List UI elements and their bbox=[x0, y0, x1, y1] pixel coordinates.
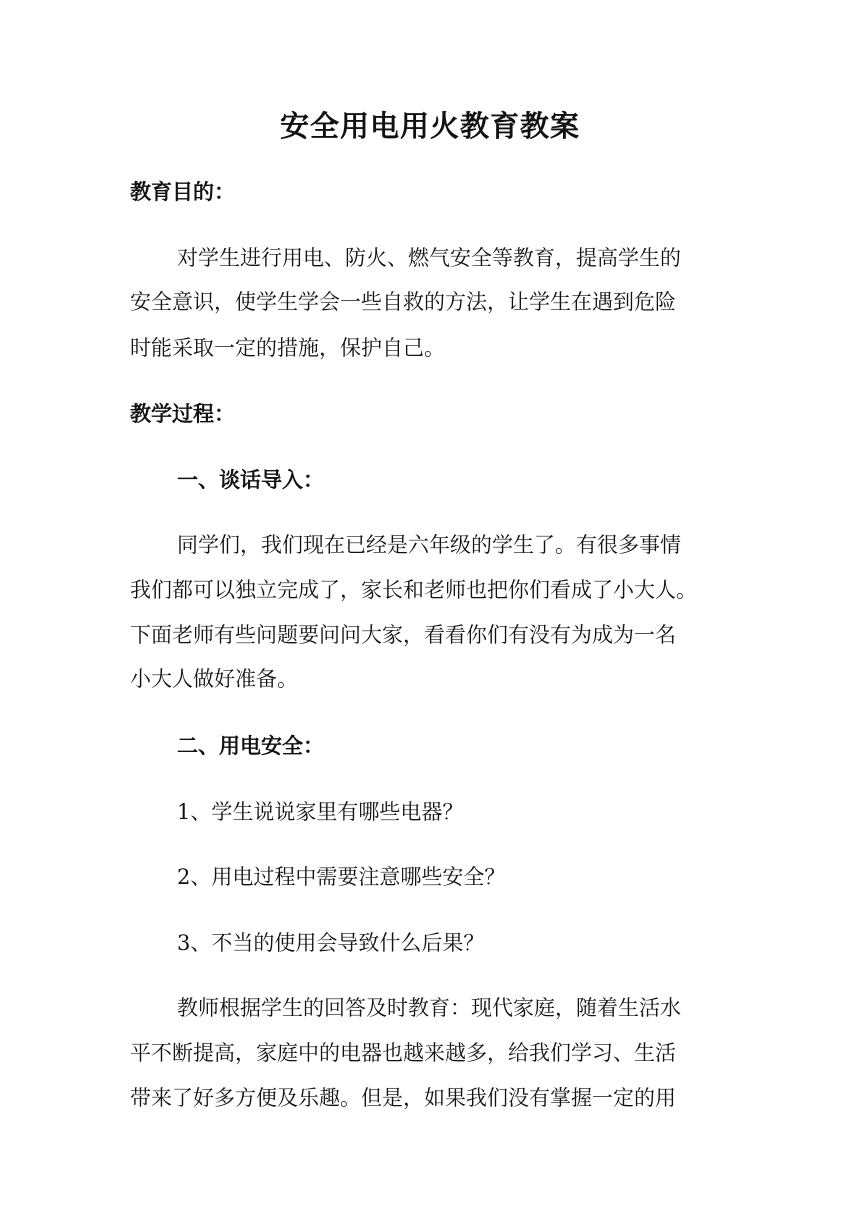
goal-paragraph-line: 安全意识，使学生学会一些自救的方法，让学生在遇到危险 bbox=[130, 290, 676, 314]
subsection-heading-intro: 一、谈话导入： bbox=[177, 467, 324, 492]
section-heading-goal: 教育目的： bbox=[130, 179, 235, 204]
intro-paragraph-line: 下面老师有些问题要问问大家，看看你们有没有为成为一名 bbox=[130, 623, 676, 647]
document-title: 安全用电用火教育教案 bbox=[279, 109, 580, 143]
section-heading-process: 教学过程： bbox=[130, 401, 235, 426]
teacher-paragraph-line: 平不断提高，家庭中的电器也越来越多，给我们学习、生活 bbox=[130, 1041, 676, 1065]
question-item: 1、学生说说家里有哪些电器？ bbox=[177, 800, 464, 824]
intro-paragraph-line: 同学们，我们现在已经是六年级的学生了。有很多事情 bbox=[177, 533, 681, 557]
goal-paragraph-line: 对学生进行用电、防火、燃气安全等教育，提高学生的 bbox=[177, 246, 681, 270]
subsection-heading-electricity: 二、用电安全： bbox=[177, 733, 324, 758]
question-item: 2、用电过程中需要注意哪些安全？ bbox=[177, 865, 506, 889]
question-item: 3、不当的使用会导致什么后果？ bbox=[177, 931, 485, 955]
teacher-paragraph-line: 带来了好多方便及乐趣。但是，如果我们没有掌握一定的用 bbox=[130, 1086, 676, 1110]
goal-paragraph-line: 时能采取一定的措施，保护自己。 bbox=[130, 336, 445, 360]
intro-paragraph-line: 小大人做好准备。 bbox=[130, 667, 298, 691]
teacher-paragraph-line: 教师根据学生的回答及时教育：现代家庭，随着生活水 bbox=[177, 996, 681, 1020]
intro-paragraph-line: 我们都可以独立完成了，家长和老师也把你们看成了小大人。 bbox=[130, 578, 697, 602]
